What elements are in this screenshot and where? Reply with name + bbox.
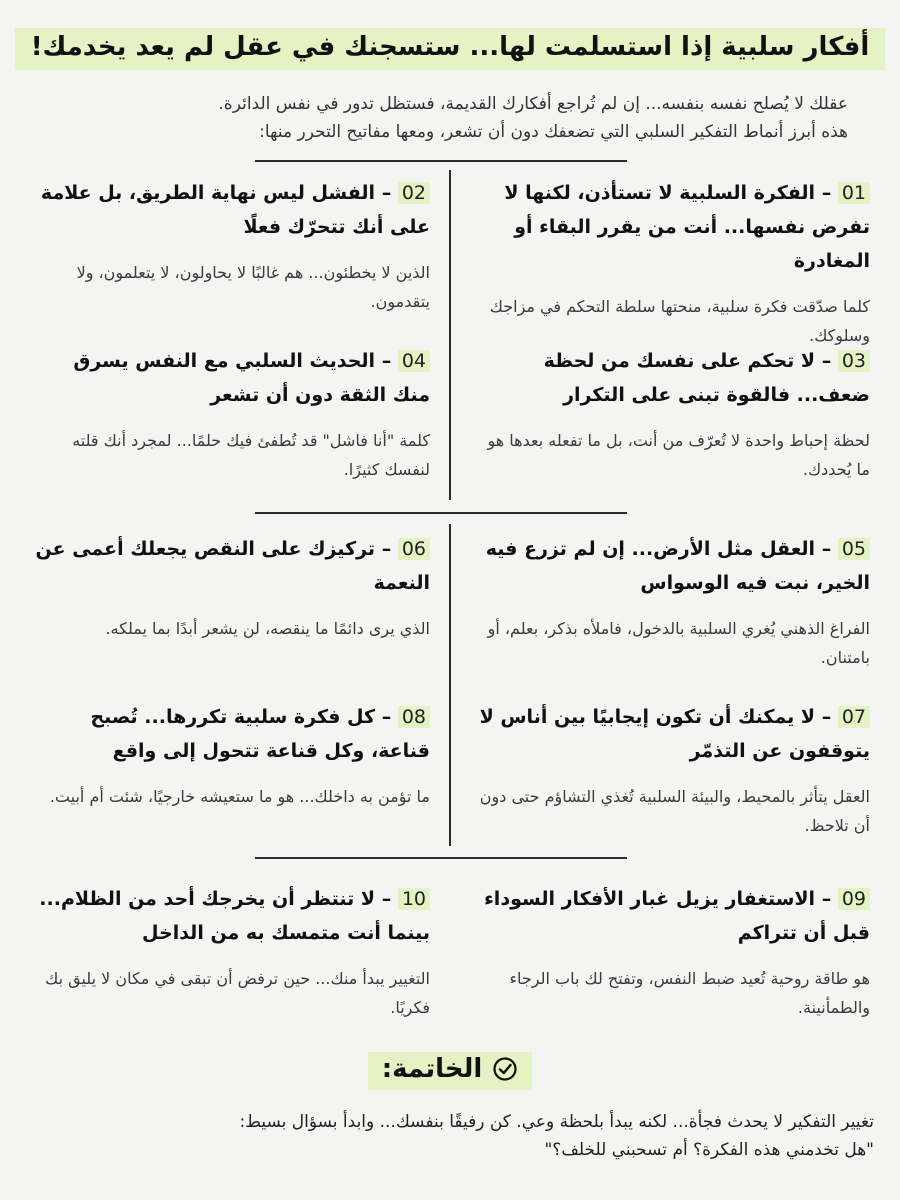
tip-body: كلمة "أنا فاشل" قد تُطفئ فيك حلمًا... لمجرد أنك قلته لنفسك كثيرًا. [72,431,430,479]
tip-number: 08 [398,706,430,728]
tip-item-01 [470,176,870,350]
tip-heading: 04 – الحديث السلبي مع النفس يسرق منك الثقة دون أن تشعر [73,350,430,406]
tip-heading-text: الاستغفار يزيل غبار الأفكار السوداء قبل أن تتراكم [484,888,870,944]
tip-heading: 06 – تركيزك على النقص يجعلك أعمى عن النعمة [35,538,430,594]
tip-item-05 [470,532,870,672]
tip-item-06 [30,532,430,643]
tip-number: 05 [838,538,870,560]
tip-item-03 [470,344,870,484]
divider-vertical-upper [449,170,451,500]
tip-heading-text: الحديث السلبي مع النفس يسرق منك الثقة دون أن تشعر [73,350,430,406]
tip-heading: 10 – لا تنتظر أن يخرجك أحد من الظلام... بينما أنت متمسك به من الداخل [39,888,430,944]
tip-item-07 [470,700,870,840]
tip-heading: 07 – لا يمكنك أن تكون إيجابيًا بين أناس لا يتوقفون عن التذمّر [479,706,870,762]
tip-heading-text: الفشل ليس نهاية الطريق، بل علامة على أنك تتحرّك فعلًا [40,182,430,238]
tip-heading: 02 – الفشل ليس نهاية الطريق، بل علامة على أنك تتحرّك فعلًا [40,182,430,238]
tip-heading-text: العقل مثل الأرض... إن لم تزرع فيه الخير، نبت فيه الوسواس [485,538,870,594]
tip-heading-text: تركيزك على النقص يجعلك أعمى عن النعمة [35,538,430,594]
tip-body: الذي يرى دائمًا ما ينقصه، لن يشعر أبدًا بما يملكه. [105,619,430,638]
tip-number: 09 [838,888,870,910]
tip-item-04 [30,344,430,484]
tip-heading-text: الفكرة السلبية لا تستأذن، لكنها لا تفرض نفسها... أنت من يقرر البقاء أو المغادرة [504,182,870,272]
intro-line-2: هذه أبرز أنماط التفكير السلبي التي تضعفك دون أن تشعر، ومعها مفاتيح التحرر منها: [259,122,848,142]
tip-body: لحظة إحباط واحدة لا تُعرّف من أنت، بل ما تفعله بعدها هو ما يُحددك. [487,431,870,479]
tip-body: كلما صدّقت فكرة سلبية، منحتها سلطة التحكم في مزاجك وسلوكك. [489,297,870,345]
tip-body: الذين لا يخطئون... هم غالبًا لا يحاولون، لا يتعلمون، ولا يتقدمون. [76,263,430,311]
tip-heading: 03 – لا تحكم على نفسك من لحظة ضعف... فالقوة تبنى على التكرار [543,350,870,406]
intro-line-1: عقلك لا يُصلح نفسه بنفسه... إن لم تُراجع أفكارك القديمة، فستظل تدور في نفس الدائرة. [218,94,848,114]
tip-heading-text: لا تنتظر أن يخرجك أحد من الظلام... بينما أنت متمسك به من الداخل [39,888,430,944]
tip-item-10 [30,882,430,1022]
divider-middle [255,512,627,514]
tip-number: 10 [398,888,430,910]
tip-heading: 05 – العقل مثل الأرض... إن لم تزرع فيه الخير، نبت فيه الوسواس [485,538,870,594]
intro-paragraph [60,90,848,146]
title-block [0,28,900,70]
tip-number: 01 [838,182,870,204]
tip-number: 03 [838,350,870,372]
tip-item-02 [30,176,430,316]
divider-top [255,160,627,162]
tip-number: 02 [398,182,430,204]
tip-heading: 09 – الاستغفار يزيل غبار الأفكار السوداء قبل أن تتراكم [484,888,870,944]
tip-heading-text: لا تحكم على نفسك من لحظة ضعف... فالقوة تبنى على التكرار [543,350,870,406]
divider-vertical-lower [449,524,451,846]
tip-body: هو طاقة روحية تُعيد ضبط النفس، وتفتح لك باب الرجاء والطمأنينة. [509,969,870,1017]
tip-number: 07 [838,706,870,728]
tip-heading: 08 – كل فكرة سلبية تكررها... تُصبح قناعة، وكل قناعة تتحول إلى واقع [90,706,430,762]
conclusion-text [40,1108,874,1164]
divider-bottom [255,857,627,859]
tip-number: 04 [398,350,430,372]
tip-number: 06 [398,538,430,560]
tip-body: الفراغ الذهني يُغري السلبية بالدخول، فاملأه بذكر، بعلم، أو بامتنان. [487,619,870,667]
conclusion-title: الخاتمة: [381,1054,483,1084]
page-title: أفكار سلبية إذا استسلمت لها... ستسجنك في عقل لم يعد يخدمك! [15,28,886,70]
tip-body: التغيير يبدأ منك... حين ترفض أن تبقى في مكان لا يليق بك فكريًا. [45,969,430,1017]
tip-heading-text: لا يمكنك أن تكون إيجابيًا بين أناس لا يتوقفون عن التذمّر [479,706,870,762]
check-circle-icon [492,1056,518,1082]
conclusion-line-1: تغيير التفكير لا يحدث فجأة... لكنه يبدأ بلحظة وعي. كن رفيقًا بنفسك... وابدأ بسؤال بسيط: [239,1112,874,1132]
tip-heading-text: كل فكرة سلبية تكررها... تُصبح قناعة، وكل قناعة تتحول إلى واقع [90,706,430,762]
conclusion-heading-block [0,1052,900,1090]
tip-item-08 [30,700,430,811]
tip-body: ما تؤمن به داخلك... هو ما ستعيشه خارجيًا، شئت أم أبيت. [49,787,430,806]
tip-body: العقل يتأثر بالمحيط، والبيئة السلبية تُغذي التشاؤم حتى دون أن تلاحظ. [479,787,870,835]
conclusion-heading [368,1052,533,1090]
tip-heading: 01 – الفكرة السلبية لا تستأذن، لكنها لا تفرض نفسها... أنت من يقرر البقاء أو المغادرة [504,182,870,272]
tip-item-09 [470,882,870,1022]
conclusion-line-2: "هل تخدمني هذه الفكرة؟ أم تسحبني للخلف؟" [544,1140,874,1160]
